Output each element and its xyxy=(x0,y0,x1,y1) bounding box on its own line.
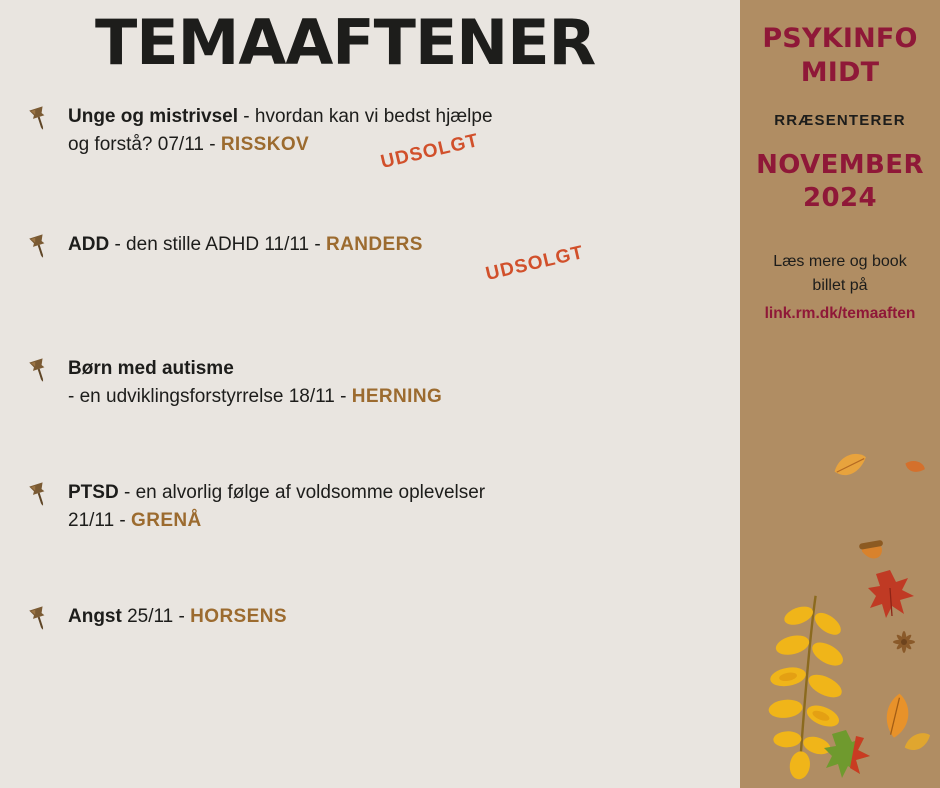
booking-line-1: Læs mere og book xyxy=(773,253,907,271)
event-city: HORSENS xyxy=(190,606,287,628)
list-item xyxy=(0,103,740,199)
list-item-text xyxy=(68,103,668,158)
month-label xyxy=(740,149,940,217)
poster-sidebar xyxy=(740,0,940,788)
event-city: RANDERS xyxy=(326,234,423,256)
event-detail-2: 21/11 - xyxy=(68,509,132,531)
pushpin-icon xyxy=(26,605,52,631)
event-city: RISSKOV xyxy=(220,133,310,155)
status-badge: UDSOLGT xyxy=(483,242,586,286)
booking-line-2: billet på xyxy=(812,277,868,295)
event-detail: - den stille ADHD 11/11 - xyxy=(109,234,327,256)
autumn-leaves-decoration xyxy=(740,440,940,788)
list-item-text xyxy=(68,355,668,410)
pushpin-icon xyxy=(26,233,52,259)
booking-info xyxy=(740,250,940,325)
list-item xyxy=(0,479,740,575)
event-city: HERNING xyxy=(351,385,443,407)
event-lead: PTSD xyxy=(68,482,119,504)
event-detail: 25/11 - xyxy=(121,606,191,628)
pushpin-icon xyxy=(26,357,52,383)
presents-label: RRÆSENTERER xyxy=(774,111,906,129)
event-lead: ADD xyxy=(68,234,110,256)
event-detail-2: og forstå? 07/11 - xyxy=(68,133,221,155)
status-badge: UDSOLGT xyxy=(378,130,481,174)
month-name: NOVEMBER xyxy=(756,149,924,180)
list-item xyxy=(0,231,740,327)
event-detail: - hvordan kan vi bedst hjælpe xyxy=(238,106,493,128)
pushpin-icon xyxy=(26,481,52,507)
booking-link[interactable]: link.rm.dk/temaaften xyxy=(764,305,916,323)
event-detail: - en alvorlig følge af voldsomme oplevelser xyxy=(118,482,486,504)
event-detail-2: - en udviklingsforstyrrelse 18/11 - xyxy=(68,385,352,407)
list-item-text xyxy=(68,479,668,534)
event-lead: Børn med autisme xyxy=(68,358,234,380)
event-lead: Unge og mistrivsel xyxy=(68,106,238,128)
event-city: GRENÅ xyxy=(131,509,202,531)
brand-line-1: PSYKINFO xyxy=(762,23,918,54)
pushpin-icon xyxy=(26,105,52,131)
page-title: TEMAAFTENER xyxy=(95,6,596,79)
event-lead: Angst xyxy=(68,606,122,628)
list-item-text xyxy=(68,603,668,631)
list-item xyxy=(0,603,740,699)
list-item xyxy=(0,355,740,451)
events-list xyxy=(0,103,740,699)
year: 2024 xyxy=(803,183,877,214)
brand-name xyxy=(740,22,940,90)
brand-line-2: MIDT xyxy=(800,56,880,88)
